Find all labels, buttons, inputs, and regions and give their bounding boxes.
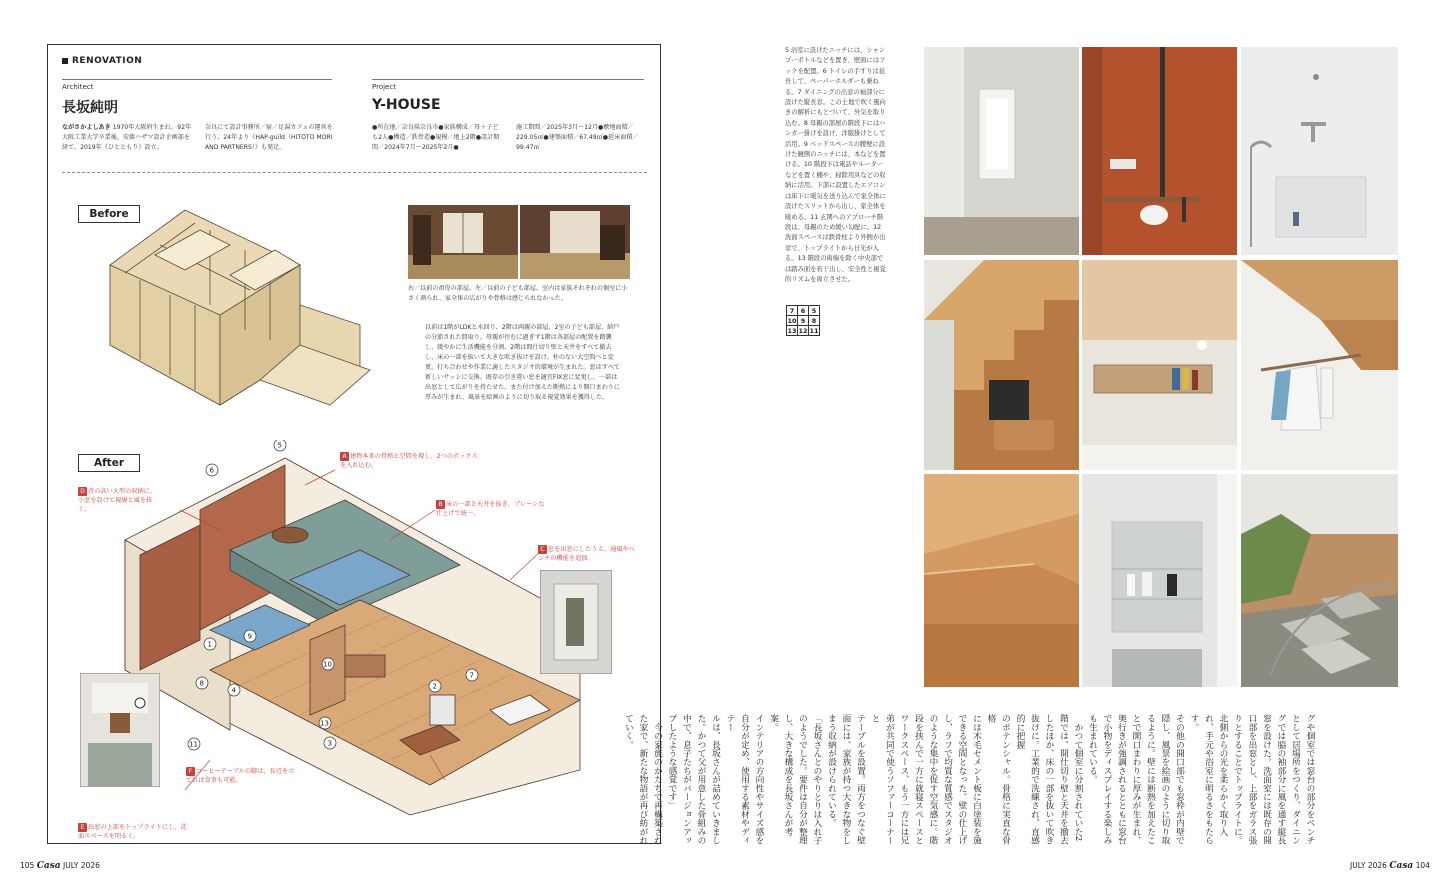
vline: し、大きな構成を長坂さんが考案。 [768, 714, 793, 836]
project-info-2: 施工期間／2025年3月〜12月●敷地面積／229.05㎡●建築面積／67.49㎡●延床面積／99.47㎡ [516, 124, 639, 151]
note-c [538, 545, 638, 563]
footer-left-page: 105 [20, 861, 35, 870]
note-f-text: コーヒーテーブルの脚は、長辺を立てれば食事も可能。 [186, 768, 295, 784]
note-e [78, 823, 188, 841]
photo-5-shower-niche [1241, 47, 1398, 255]
footer-right-page: 104 [1415, 861, 1430, 870]
vline: のような集中を促す空気感に。階 [928, 714, 938, 845]
grid-cell: 6 [798, 306, 809, 316]
footer-left-magazine: Casa [36, 861, 61, 871]
vline: で小物をディスプレイする楽しみ [1102, 714, 1112, 845]
note-d [78, 487, 158, 514]
vline: も生まれている。 [1087, 714, 1098, 784]
dashed-divider [62, 172, 647, 173]
vline: るように。壁には断熱を加えたこ [1145, 714, 1156, 845]
svg-text:6: 6 [209, 466, 214, 475]
architect-label: Architect [62, 83, 94, 91]
note-d-badge: D [78, 487, 87, 496]
vline: た。かつて父が用意した骨組みの [696, 714, 706, 845]
footer-left [20, 861, 100, 871]
vline: のようでした。要件は自分が整理 [797, 714, 808, 845]
vline: とで開口まわりに厚みが生まれ、 [1131, 714, 1141, 845]
rule-architect [62, 79, 332, 80]
vline: ワークスペース、もう一方には兄 [899, 714, 909, 845]
vline: のポテンシャル。骨格に実直な骨格 [986, 714, 1011, 845]
svg-text:3: 3 [327, 739, 332, 748]
grid-cell: 13 [787, 326, 797, 335]
vline: 段を挟んで一方に就寝スペースと [913, 714, 924, 845]
vline: できる空間となった。壁の仕上げ [957, 714, 967, 845]
vertical-body-text [623, 714, 1317, 846]
vline: 弟が共同で使うソファーコーナーと [870, 714, 895, 845]
note-f-badge: F [186, 767, 195, 776]
note-e-badge: E [78, 823, 87, 832]
architect-bio-2: 奈良にて設計事務所／宿／足湯カフェの運営を行う。24年より《HAP-guild（HITOTO MORI AND PARTNERS）》も発足。 [205, 124, 333, 151]
photo-11-entrance-approach [1241, 474, 1398, 687]
svg-text:13: 13 [320, 719, 329, 728]
architect-reading: ながさかよしあき [62, 124, 111, 131]
photo-10-stair-storage [924, 260, 1079, 470]
vline: グでは脇の袖部分に風を通す縦長窓を設けた。洗面室には既存の開 [1261, 714, 1286, 845]
vline: ルは、長坂さんが詰めていきまし [710, 714, 721, 845]
vline: 北側からの光を柔らかく取り入れ、手元や浴室に明るさをもたらす。 [1189, 714, 1228, 845]
footer-right-magazine: Casa [1389, 861, 1414, 871]
architect-name: 長坂純明 [62, 100, 118, 116]
project-name: Y-HOUSE [372, 97, 441, 113]
note-a [340, 452, 480, 470]
square-bullet-icon [62, 58, 68, 64]
svg-text:8: 8 [199, 679, 204, 688]
photo-9-bed-niche [1082, 260, 1237, 470]
vline: 階では、間仕切り壁と天井を撤去 [1058, 714, 1069, 845]
section-tag-text: RENOVATION [72, 56, 143, 66]
vline: 「長坂さんとのやりとりは入れ子 [812, 714, 822, 845]
grid-cell: 8 [809, 316, 820, 326]
grid-cell: 12 [798, 326, 808, 335]
footer-right [1350, 861, 1430, 871]
vline: 口部を出窓とし、上部をガラス張りとすることでトップライトに。 [1232, 714, 1257, 845]
grid-cell: 9 [798, 316, 809, 326]
photo-7-dining-window [924, 47, 1079, 255]
svg-text:10: 10 [323, 660, 332, 669]
before-photo-right [408, 205, 518, 279]
rule-project [372, 79, 644, 80]
project-info-1: ●所在地／奈良県奈良市●家族構成／母＋子ども2人●構造／鉄骨造●規模／地上2階●設計期間／2024年7月〜2025年2月● [372, 124, 500, 151]
note-a-text: 建物本来の骨格と空間を現し、2つのボックスを入れ込む。 [340, 453, 478, 469]
vline: 中で、息子たちがバージョンアッ [681, 714, 692, 845]
photo-6-toilet-rail [1082, 47, 1237, 255]
footer-left-issue: JULY 2026 [63, 861, 100, 870]
vline: かつて個室に分割されていた2 [1073, 714, 1083, 842]
note-a-badge: A [340, 452, 349, 461]
vline: 面には、家族が持つ大きな物をし [841, 714, 851, 845]
svg-text:2: 2 [432, 682, 437, 691]
inset-photo-bay-window [540, 570, 612, 674]
grid-cell: 10 [787, 316, 797, 325]
vline: 今の家族のかたちで再構築され [652, 714, 663, 845]
grid-cell: 7 [787, 306, 798, 316]
project-label: Project [372, 83, 396, 91]
section-tag [62, 56, 142, 66]
vline: したほか、床の一部を抜いて吹き [1044, 714, 1054, 845]
vline: テーブルを設置。両方をつなぐ壁 [855, 714, 866, 845]
note-b-text: 床の一部と天井を抜き、プレーンな仕上げで統一。 [436, 501, 545, 517]
vline: 自分が定め、使用する素材やディテー [725, 714, 750, 845]
vline: 奥行きが強調されるとともに窓台 [1116, 714, 1127, 845]
svg-text:9: 9 [247, 632, 252, 641]
footer-right-issue: JULY 2026 [1350, 861, 1387, 870]
vline: プしたような感覚です」 [667, 714, 677, 810]
svg-text:5: 5 [277, 441, 282, 450]
vline: その他の開口部でも窓枠が内壁で隠し、風景を絵画のように切り取 [1160, 714, 1185, 845]
vline: ていく。 [623, 714, 634, 749]
before-label: Before [78, 205, 140, 223]
inset-photo-washroom [80, 673, 160, 787]
photo-13-stair-tread [924, 474, 1079, 687]
note-b-badge: B [436, 500, 445, 509]
note-d-text: 背の高い大型の収納に、小窓を設けて視線と風を抜く。 [78, 488, 157, 513]
svg-text:11: 11 [189, 740, 198, 749]
photo-8-hanger [1241, 260, 1398, 470]
photo-captions: 5 浴室に設けたニッチには、シャンプーボトルなどを置き、壁面にはフックを配置。6 トイレの手すりは延長して、ペーパーホルダーも兼ねる。7 ダイニングの出窓の袖部分に設けた縦長窓。この土地で吹く風向きの解析にもとづいて、外気を取り込む。8 母親の部屋の階段下にはハンガー掛けを設け、洋服掛けとして活用。9 ベッドスペースの腰壁に設けた鏡側のニッチには、本などを置ける。10 階段下は電話やルーターなどを置く棚や、掃除用具などの収納に活用。下部に設置したエアコンは床下に暖気を送り込んで家全体に設けたスリットから出し、家全体を暖める。11 玄関へのアプローチ階段は、母親のため緩い勾配に。12 洗面スペースは鉄骨柱より外側が出窓で、トップライトから日光が入る。13 階段の両端を除く中央部では踏み面を若干出し、安全性と視覚的リズムを両立させた。 [785, 47, 886, 283]
note-c-badge: C [538, 545, 547, 554]
photo-grid-map [786, 305, 820, 336]
svg-text:4: 4 [231, 686, 236, 695]
svg-text:1: 1 [207, 640, 212, 649]
vline: インテリアの方向性やサイズ感を [754, 714, 764, 845]
before-photo-caption: 右／以前の祖母の部屋。左／以前の子ども部屋。室内は家族それぞれの個室に小さく割られ、家全体の広がりや骨格は感じられなかった。 [408, 285, 628, 302]
vline: グや個室では窓台の部分をベンチとして居場所をつくり、ダイニン [1290, 714, 1315, 845]
vline: には木毛セメント板に白塗装を施 [971, 714, 982, 845]
photo-12-washroom-shelf [1082, 474, 1237, 687]
vline: た家で、新たな物語が再び紡がれ [638, 714, 648, 845]
vline: し、ラフで均質な質感でスタジオ [942, 714, 953, 845]
note-e-text: 出窓の上部をトップライトにし、洗面スペースを明るく。 [78, 824, 187, 840]
svg-text:7: 7 [469, 671, 474, 680]
note-c-text: 窓を出窓にしたうえ、通風やベンチの機能を追加。 [538, 546, 635, 562]
before-description: 以前は1階がLDKと水回り、2階は両親の部屋、2室の子ども部屋、納戸の分節された間取り。母親が住むに過ぎず1階は各部屋の配置を踏襲し、緩やかに生活機能を分割。2階は間仕切り壁と天井をすべて撤去し、床の一部を抜いて大きな吹き抜けを設け、柱のない大空間へと変更。打ち合わせや作業に適したスタジオ的環境が生まれた。窓はすべて新しいサッシに交換。既存の引き違い窓を適宜FIX窓に変更し、一部は出窓として広がりを持たせた。また付け加えた断熱により開口まわりに厚みが生まれ、風景を絵画のように切り取る視覚効果を獲得した。 [425, 324, 620, 401]
note-b [436, 500, 546, 518]
before-axonometric-diagram [100, 205, 400, 420]
vline: まう収納が設けられている。 [826, 714, 837, 828]
after-label: After [78, 454, 140, 472]
grid-cell: 11 [809, 326, 819, 335]
vline: 抜けに。工業的で洗練され、直感的に把握 [1015, 714, 1040, 845]
note-f [186, 767, 296, 785]
grid-cell: 5 [809, 306, 820, 316]
architect-bio-1 [62, 123, 196, 153]
architect-bio-1-text: 1970年大阪府生まれ。92年大阪工業大学卒業後、安藤ハザマ設計企画部を経て、2019年《ひとともり》設立。 [62, 124, 192, 151]
before-photo-left [520, 205, 630, 279]
